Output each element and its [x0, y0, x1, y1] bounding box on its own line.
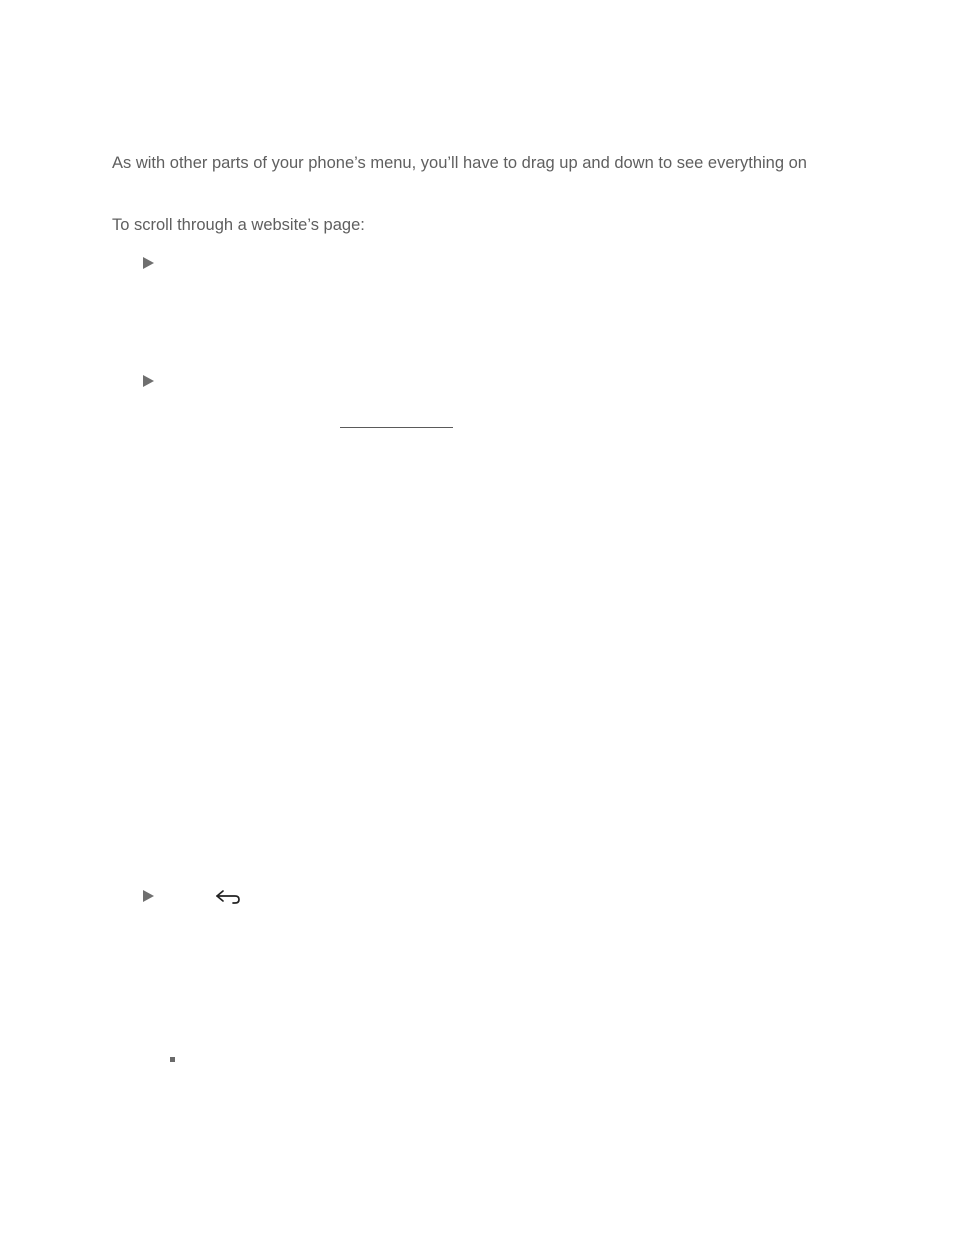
- square-bullet-icon: [170, 1057, 175, 1062]
- intro-paragraph: As with other parts of your phone’s menu, you’ll have to drag up and down to see everything on: [112, 154, 807, 172]
- scroll-instructions-heading: To scroll through a website’s page:: [112, 216, 365, 234]
- step-bullet-icon: [143, 890, 154, 902]
- link-underline: [340, 427, 453, 428]
- step-bullet-icon: [143, 257, 154, 269]
- step-bullet-icon: [143, 375, 154, 387]
- back-arrow-icon: [215, 888, 241, 906]
